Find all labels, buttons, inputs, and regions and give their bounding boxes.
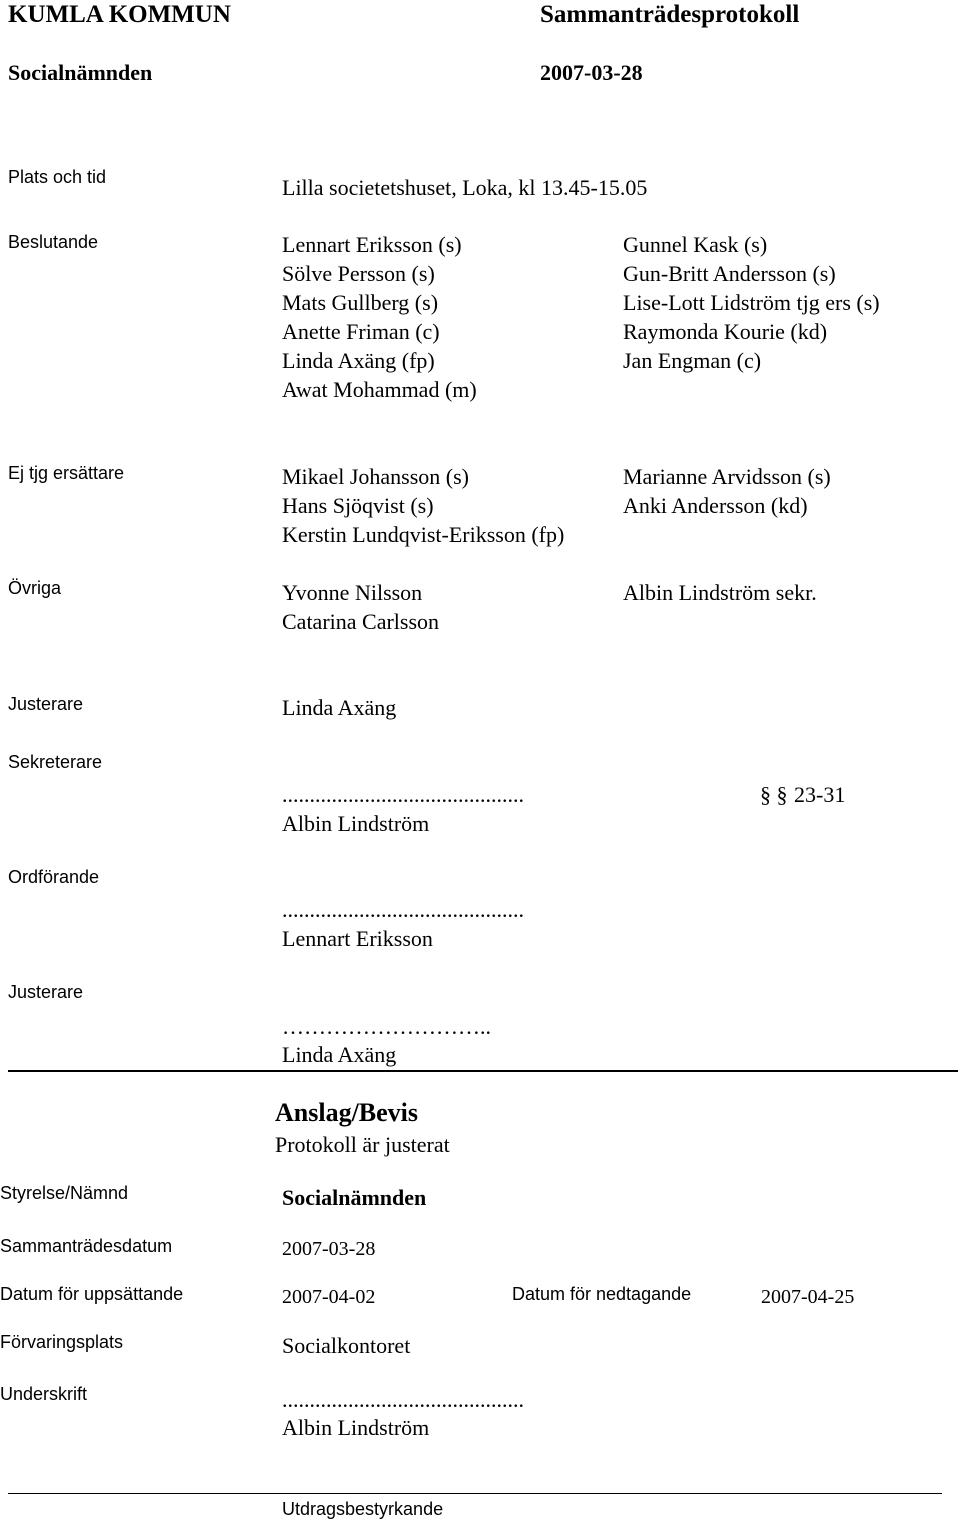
beslutande-left-list	[282, 230, 477, 404]
justerare-sign-label: Justerare	[8, 982, 84, 1002]
member-name: Lennart Eriksson (s)	[282, 232, 462, 257]
styrelse-label: Styrelse/Nämnd	[0, 1183, 129, 1203]
section-divider	[8, 1070, 958, 1072]
styrelse-value: Socialnämnden	[282, 1185, 427, 1210]
signature-dots: ............................................	[282, 1387, 524, 1412]
forvaringsplats-value: Socialkontoret	[282, 1333, 411, 1358]
member-name: Lise-Lott Lidström tjg ers (s)	[623, 290, 880, 315]
footer-label: Utdragsbestyrkande	[282, 1499, 444, 1519]
uppsattande-label: Datum för uppsättande	[0, 1284, 184, 1304]
member-name: Kerstin Lundqvist-Eriksson (fp)	[282, 522, 565, 547]
person-name: Catarina Carlsson	[282, 609, 440, 634]
signature-dots: ............................................	[282, 782, 524, 807]
ovriga-right-list	[623, 578, 817, 607]
justerare-value: Linda Axäng	[282, 695, 397, 720]
sekreterare-name: Albin Lindström	[282, 811, 430, 836]
member-name: Hans Sjöqvist (s)	[282, 493, 434, 518]
plats-label: Plats och tid	[8, 167, 107, 187]
sammantradesdatum-value: 2007-03-28	[282, 1238, 376, 1260]
justerare-sign-name: Linda Axäng	[282, 1042, 397, 1067]
ordforande-label: Ordförande	[8, 867, 100, 887]
committee-name: Socialnämnden	[8, 60, 153, 85]
forvaringsplats-label: Förvaringsplats	[0, 1332, 124, 1352]
member-name: Gun-Britt Andersson (s)	[623, 261, 836, 286]
ovriga-label: Övriga	[8, 578, 62, 598]
person-name: Albin Lindström sekr.	[623, 580, 817, 605]
member-name: Anette Friman (c)	[282, 319, 440, 344]
member-name: Awat Mohammad (m)	[282, 377, 477, 402]
underskrift-name: Albin Lindström	[282, 1415, 430, 1440]
paragraph-icon: § §	[760, 782, 788, 807]
signature-dots: ………………………..	[282, 1014, 491, 1039]
meeting-date: 2007-03-28	[540, 60, 643, 85]
paragraph-range: 23-31	[794, 782, 846, 807]
member-name: Sölve Persson (s)	[282, 261, 435, 286]
underskrift-label: Underskrift	[0, 1384, 88, 1404]
ersattare-right-list	[623, 462, 831, 520]
member-name: Anki Andersson (kd)	[623, 493, 808, 518]
anslag-subtitle: Protokoll är justerat	[275, 1132, 450, 1157]
org-name: KUMLA KOMMUN	[8, 1, 231, 28]
uppsattande-value: 2007-04-02	[282, 1286, 376, 1308]
sammantradesdatum-label: Sammanträdesdatum	[0, 1236, 173, 1256]
document-type: Sammanträdesprotokoll	[540, 1, 800, 28]
member-name: Mikael Johansson (s)	[282, 464, 469, 489]
person-name: Yvonne Nilsson	[282, 580, 423, 605]
member-name: Jan Engman (c)	[623, 348, 762, 373]
member-name: Linda Axäng (fp)	[282, 348, 435, 373]
justerare-label: Justerare	[8, 694, 84, 714]
ersattare-label: Ej tjg ersättare	[8, 463, 125, 483]
nedtagande-label: Datum för nedtagande	[512, 1284, 692, 1304]
ersattare-left-list	[282, 462, 564, 549]
member-name: Raymonda Kourie (kd)	[623, 319, 828, 344]
beslutande-label: Beslutande	[8, 232, 99, 252]
member-name: Mats Gullberg (s)	[282, 290, 439, 315]
member-name: Marianne Arvidsson (s)	[623, 464, 831, 489]
anslag-title: Anslag/Bevis	[275, 1098, 419, 1127]
member-name: Gunnel Kask (s)	[623, 232, 768, 257]
nedtagande-value: 2007-04-25	[761, 1286, 855, 1308]
beslutande-right-list	[623, 230, 880, 375]
footer-divider	[8, 1493, 942, 1494]
ovriga-left-list	[282, 578, 439, 636]
signature-dots: ............................................	[282, 897, 524, 922]
plats-value: Lilla societetshuset, Loka, kl 13.45-15.05	[282, 175, 648, 200]
ordforande-name: Lennart Eriksson	[282, 926, 433, 951]
sekreterare-label: Sekreterare	[8, 752, 103, 772]
